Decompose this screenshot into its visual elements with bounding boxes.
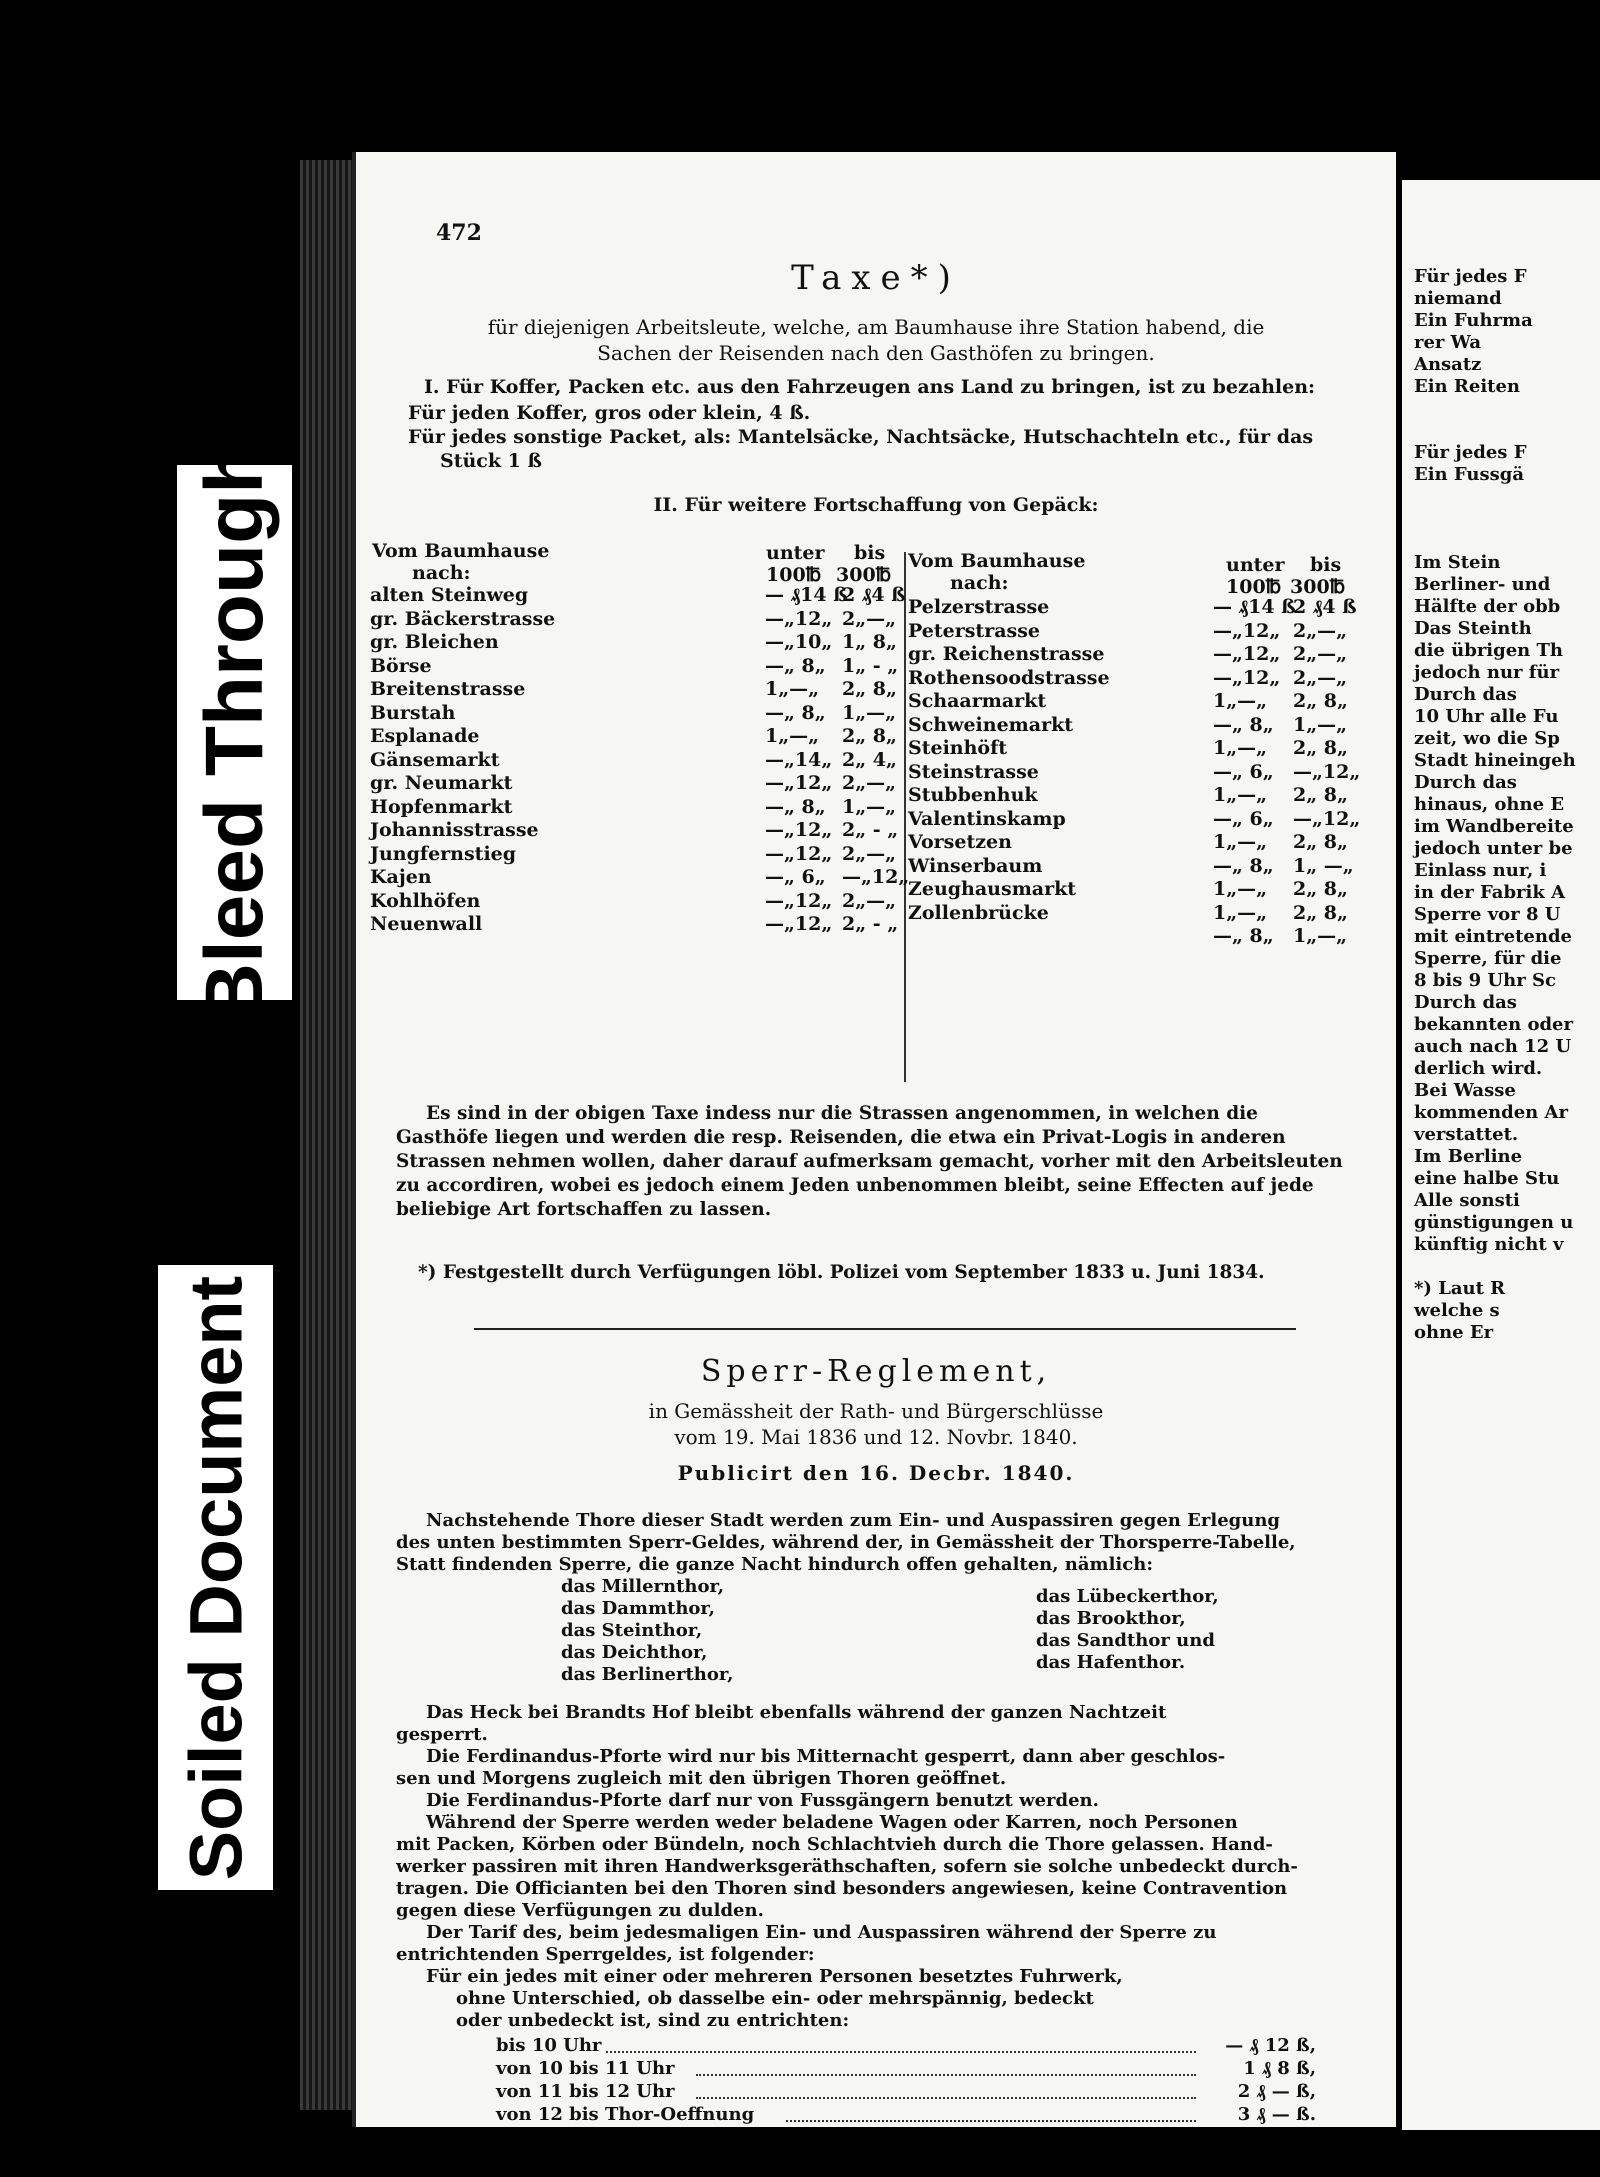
right-page-line: Bei Wasse (1414, 1080, 1516, 1101)
right-page-line (1414, 398, 1576, 420)
bis-cell: 2„ 8„ (1293, 784, 1348, 806)
intro-line: Nachstehende Thore dieser Stadt werden zum Ein- und Auspassiren gegen Erlegung (426, 1510, 1280, 1531)
place-cell: Hopfenmarkt (370, 795, 513, 818)
taxe-subtitle-1: für diejenigen Arbeitsleute, welche, am Baumhause ihre Station habend, die (487, 315, 1265, 339)
right-page-line: 8 bis 9 Uhr Sc (1414, 970, 1556, 991)
place-cell: Breitenstrasse (370, 678, 526, 700)
tariff-row (496, 2103, 1316, 2126)
place-cell: Pelzerstrasse (908, 596, 1050, 618)
right-page-line (1414, 420, 1576, 442)
right-page-line: bekannten oder (1414, 1014, 1573, 1035)
right-page-line: Berliner- und (1414, 574, 1551, 595)
col-from-right-2: nach: (950, 572, 1009, 594)
place-cell: Steinstrasse (908, 760, 1039, 783)
leader-dots (696, 2097, 1196, 2099)
bleed-through-text: Bleed Through (188, 443, 280, 1022)
place-cell: Esplanade (370, 725, 480, 747)
taxe-footnote: *) Festgestellt durch Verfügungen löbl. Polizei vom September 1833 u. Juni 1834. (418, 1262, 1265, 1283)
right-page-line: Durch das (1414, 992, 1517, 1013)
gate-item: das Berlinerthor, (561, 1664, 734, 1685)
left-page (352, 152, 1396, 2127)
bis-cell: 2 ₰4 ß (1293, 596, 1357, 618)
unter-cell: —„12„ (1213, 666, 1281, 689)
bis-cell: 2„—„ (842, 889, 897, 912)
place-cell: Schweinemarkt (908, 713, 1074, 736)
gate-item: das Hafenthor. (1036, 1652, 1186, 1673)
bis-cell: 2„ 8„ (1293, 831, 1348, 853)
col-100-left: 100℔ (766, 564, 822, 586)
gate-item: das Sandthor und (1036, 1630, 1215, 1651)
bis-cell: 1„ 8„ (842, 631, 897, 653)
table-row (370, 890, 900, 914)
gates-right (1036, 1586, 1219, 1674)
table-row (908, 855, 1378, 879)
bis-cell: 2„ 8„ (842, 725, 897, 747)
note-line: Strassen nehmen wollen, daher darauf aufmerksam gemacht, vorher mit den Arbeitsleuten (396, 1151, 1343, 1172)
gate-item: das Dammthor, (561, 1598, 715, 1619)
right-page-line: Für jedes F (1414, 442, 1527, 463)
place-cell: gr. Neumarkt (370, 772, 513, 794)
right-page-line: Das Steinth (1414, 618, 1532, 639)
col-100-right: 100℔ (1226, 576, 1282, 598)
taxe-note (396, 1102, 1343, 1222)
place-cell: Peterstrasse (908, 619, 1041, 642)
place-cell: Neuenwall (370, 913, 483, 935)
bis-cell: 2„—„ (842, 772, 897, 794)
table-row (908, 643, 1378, 667)
leader-dots (696, 2074, 1196, 2076)
right-page-line: Sperre vor 8 U (1414, 904, 1561, 925)
body-line: gesperrt. (396, 1724, 488, 1745)
body-line: gegen diese Verfügungen zu dulden. (396, 1900, 764, 1921)
body-line: mit Packen, Körben oder Bündeln, noch Schlachtvieh durch die Thore gelassen. Hand- (396, 1834, 1273, 1855)
bis-cell: 1„—„ (1293, 925, 1348, 947)
right-page-line: Durch das (1414, 772, 1517, 793)
table-row (370, 584, 906, 608)
table-row (370, 678, 900, 702)
unter-cell: —„ 6„ (1213, 807, 1274, 830)
body-line: Für ein jedes mit einer oder mehreren Personen besetztes Fuhrwerk, (426, 1966, 1123, 1987)
unter-cell: —„12„ (765, 819, 833, 841)
unter-cell: —„ 6„ (765, 866, 826, 888)
place-cell: Schaarmarkt (908, 690, 1047, 712)
place-cell: Börse (370, 654, 432, 677)
section-divider (474, 1328, 1296, 1330)
right-page-line: Durch das (1414, 684, 1517, 705)
bis-cell: 2„ 4„ (842, 748, 897, 771)
place-cell: Johannisstrasse (370, 819, 539, 841)
sperr-sub-2: vom 19. Mai 1836 und 12. Novbr. 1840. (674, 1425, 1078, 1449)
right-page-line: Ein Fuhrma (1414, 310, 1533, 331)
unter-cell: —„ 8„ (1213, 713, 1274, 736)
table-row (908, 596, 1378, 620)
bis-cell: 2„ - „ (842, 819, 899, 841)
right-page-line: derlich wird. (1414, 1058, 1543, 1079)
unter-cell: — ₰14 ß (765, 584, 848, 606)
right-page-line: verstattet. (1414, 1124, 1519, 1145)
body-line: tragen. Die Officianten bei den Thoren sind besonders angewiesen, keine Contravention (396, 1878, 1288, 1899)
unter-cell: —„ 8„ (765, 654, 826, 677)
unter-cell: 1„—„ (765, 725, 820, 747)
right-page-line: Ein Fussgä (1414, 464, 1524, 485)
unter-cell: —„ 8„ (765, 795, 826, 818)
place-cell: Vorsetzen (908, 831, 1012, 853)
place-cell: Gänsemarkt (370, 748, 500, 771)
sperr-published: Publicirt den 16. Decbr. 1840. (677, 1461, 1075, 1485)
gates-left (561, 1576, 733, 1686)
col-from-right-1: Vom Baumhause (908, 550, 1086, 572)
right-page-line (1414, 1256, 1576, 1278)
gate-item: das Steinthor, (561, 1620, 703, 1641)
right-page-line: zeit, wo die Sp (1414, 728, 1560, 749)
body-line: werker passiren mit ihren Handwerksgeräthschaften, sofern sie solche unbedeckt durch- (396, 1856, 1298, 1877)
sperr-body (396, 1702, 1298, 2032)
tariff-time: bis 10 Uhr (496, 2035, 602, 2056)
bis-cell: 2„—„ (842, 842, 897, 865)
place-cell: Burstah (370, 701, 456, 724)
col-from-left-2: nach: (412, 562, 471, 584)
intro-line: des unten bestimmten Sperr-Geldes, während der, in Gemässheit der Thorsperre-Tabelle, (396, 1532, 1296, 1553)
right-page-line: in der Fabrik A (1414, 882, 1566, 903)
right-page-line: Ansatz (1414, 354, 1482, 375)
table-row (908, 784, 1378, 808)
body-line: Die Ferdinandus-Pforte darf nur von Fussgängern benutzt werden. (426, 1790, 1099, 1811)
unter-cell: —„12„ (765, 772, 833, 794)
taxe-subtitle-2: Sachen der Reisenden nach den Gasthöfen zu bringen. (597, 341, 1155, 365)
unter-cell: 1„—„ (1213, 878, 1268, 900)
col-300-left: 300℔ (836, 564, 892, 586)
unter-cell: —„ 8„ (765, 701, 826, 724)
soiled-document-text: Soiled Document (174, 1275, 257, 1880)
taxe-title: Taxe*) (791, 258, 961, 298)
place-cell: Stubbenhuk (908, 784, 1038, 806)
right-page-line: niemand (1414, 288, 1502, 309)
sperr-intro (396, 1510, 1296, 1576)
gate-item: das Deichthor, (561, 1642, 708, 1663)
right-page-line: eine halbe Stu (1414, 1168, 1560, 1189)
sperr-title: Sperr-Reglement, (700, 1354, 1052, 1389)
unter-cell: —„14„ (765, 748, 833, 771)
bis-cell: 2„ 8„ (1293, 878, 1348, 900)
right-page-line: Im Berline (1414, 1146, 1523, 1167)
section-1-line-3: Stück 1 ß (440, 450, 542, 472)
table-row (908, 620, 1378, 644)
table-row (370, 655, 900, 679)
right-page-fragment (1402, 180, 1600, 2130)
place-cell: alten Steinweg (370, 584, 529, 606)
body-line: sen und Morgens zugleich mit den übrigen Thoren geöffnet. (396, 1768, 1007, 1789)
unter-cell: 1„—„ (1213, 784, 1268, 806)
place-cell: Kajen (370, 866, 432, 888)
col-bis-right: bis (1310, 554, 1342, 576)
place-cell: Jungfernstieg (370, 842, 517, 865)
section-2-heading: II. Für weitere Fortschaffung von Gepäck: (653, 494, 1099, 516)
unter-cell: 1„—„ (1213, 737, 1268, 759)
right-page-line: Hälfte der obb (1414, 596, 1561, 617)
body-line: oder unbedeckt ist, sind zu entrichten: (456, 2010, 850, 2031)
table-row (908, 925, 1378, 949)
place-cell: Valentinskamp (908, 807, 1066, 830)
unter-cell: —„12„ (765, 842, 833, 865)
bis-cell: 2„ 8„ (1293, 737, 1348, 759)
section-1-heading: I. Für Koffer, Packen etc. aus den Fahrzeugen ans Land zu bringen, ist zu bezahlen: (424, 376, 1316, 398)
body-line: ohne Unterschied, ob dasselbe ein- oder mehrspännig, bedeckt (456, 1988, 1094, 2009)
tariff-table-right (908, 596, 1378, 949)
section-1-line-1: Für jeden Koffer, gros oder klein, 4 ß. (408, 402, 811, 424)
right-page-line: im Wandbereite (1414, 816, 1574, 837)
table-row (370, 725, 900, 749)
tariff-price: 2 ₰ — ß, (1237, 2081, 1316, 2102)
tariff-time: von 12 bis Thor-Oeffnung (496, 2104, 755, 2125)
bis-cell: 2„—„ (842, 607, 897, 630)
bleed-through-label (177, 443, 292, 1022)
tariff-row (496, 2080, 1316, 2103)
place-cell: gr. Bäckerstrasse (370, 607, 556, 630)
right-page-line: auch nach 12 U (1414, 1036, 1572, 1057)
col-300-right: 300℔ (1290, 576, 1346, 598)
right-page-line: hinaus, ohne E (1414, 794, 1565, 815)
unter-cell: 1„—„ (765, 678, 820, 700)
bis-cell: 2„ 8„ (1293, 690, 1348, 712)
bis-cell: 2„—„ (1293, 619, 1348, 642)
bis-cell: 1„—„ (842, 795, 897, 818)
gate-item: das Millernthor, (561, 1576, 724, 1597)
right-page-line: 10 Uhr alle Fu (1414, 706, 1559, 727)
tariff-table-left (370, 584, 910, 937)
table-row (370, 749, 900, 773)
unter-cell: 1„—„ (1213, 690, 1268, 712)
place-cell: Steinhöft (908, 737, 1008, 759)
body-line: Die Ferdinandus-Pforte wird nur bis Mitternacht gesperrt, dann aber geschlos- (426, 1746, 1226, 1767)
table-row (908, 831, 1378, 855)
table-row (370, 702, 900, 726)
bis-cell: 2 ₰4 ß (842, 584, 906, 606)
unter-cell: —„10„ (765, 631, 833, 653)
place-cell: gr. Bleichen (370, 631, 499, 653)
table-row (908, 714, 1378, 738)
unter-cell: 1„—„ (1213, 901, 1268, 924)
table-row (908, 761, 1378, 785)
place-cell: Zollenbrücke (908, 901, 1049, 924)
bis-cell: —„12„ (842, 866, 910, 888)
right-page-line: *) Laut R (1414, 1278, 1506, 1299)
table-row (370, 796, 900, 820)
leader-dots (606, 2051, 1196, 2053)
body-line: Während der Sperre werden weder beladene Wagen oder Karren, noch Personen (426, 1812, 1238, 1833)
col-bis-left: bis (854, 542, 886, 564)
right-page-line: Ein Reiten (1414, 376, 1521, 397)
col-unter-left: unter (766, 542, 825, 564)
bis-cell: 2„—„ (1293, 666, 1348, 689)
bis-cell: 2„ 8„ (1293, 901, 1348, 924)
tariff-row (496, 2034, 1316, 2057)
unter-cell: —„ 8„ (1213, 854, 1274, 877)
right-page-line: jedoch unter be (1414, 838, 1573, 859)
bis-cell: 2„—„ (1293, 643, 1348, 665)
col-unter-right: unter (1226, 554, 1285, 576)
table-row (908, 690, 1378, 714)
sperr-tariff (496, 2034, 1316, 2126)
body-line: Der Tarif des, beim jedesmaligen Ein- und Auspassiren während der Sperre zu (426, 1922, 1217, 1943)
unter-cell: — ₰14 ß (1213, 596, 1296, 618)
bis-cell: 2„ 8„ (842, 678, 897, 700)
book-edge (300, 160, 358, 2110)
bis-cell: 1„ - „ (842, 654, 899, 677)
intro-line: Statt findenden Sperre, die ganze Nacht hindurch offen gehalten, nämlich: (396, 1554, 1153, 1575)
tariff-time: von 10 bis 11 Uhr (496, 2058, 675, 2079)
right-page-text (1414, 266, 1576, 1344)
tariff-price: — ₰ 12 ß, (1225, 2035, 1316, 2056)
col-from-left-1: Vom Baumhause (372, 540, 550, 562)
table-row (908, 808, 1378, 832)
right-page-line: kommenden Ar (1414, 1102, 1568, 1123)
table-row (908, 902, 1378, 926)
table-row (370, 608, 900, 632)
unter-cell: —„12„ (765, 889, 833, 912)
tariff-row (496, 2057, 1316, 2080)
bis-cell: 1„—„ (842, 701, 897, 724)
right-page-line: Für jedes F (1414, 266, 1527, 287)
body-line: entrichtenden Sperrgeldes, ist folgender: (396, 1944, 815, 1965)
unter-cell: —„12„ (765, 607, 833, 630)
note-line: Gasthöfe liegen und werden die resp. Reisenden, die etwa ein Privat-Logis in anderen (396, 1127, 1286, 1148)
note-line: Es sind in der obigen Taxe indess nur die Strassen angenommen, in welchen die (426, 1103, 1258, 1124)
unter-cell: —„ 6„ (1213, 760, 1274, 783)
table-row (908, 737, 1378, 761)
sperr-sub-1: in Gemässheit der Rath- und Bürgerschlüsse (648, 1399, 1104, 1423)
table-row (908, 878, 1378, 902)
table-divider (904, 552, 906, 1082)
right-page-line: rer Wa (1414, 332, 1481, 353)
table-row (370, 913, 900, 937)
gate-item: das Lübeckerthor, (1036, 1586, 1219, 1607)
right-page-line: ohne Er (1414, 1322, 1494, 1343)
leader-dots (786, 2120, 1196, 2122)
bis-cell: —„12„ (1293, 807, 1361, 830)
right-page-line: jedoch nur für (1414, 662, 1560, 683)
place-cell: Rothensoodstrasse (908, 666, 1110, 689)
place-cell: gr. Reichenstrasse (908, 643, 1105, 665)
place-cell: Zeughausmarkt (908, 878, 1077, 900)
note-line: zu accordiren, wobei es jedoch einem Jeden unbenommen bleibt, seine Effecten auf jede (396, 1175, 1314, 1196)
table-row (370, 866, 910, 890)
unter-cell: —„12„ (765, 913, 833, 935)
right-page-line: Stadt hineingeh (1414, 750, 1576, 771)
table-row (370, 819, 900, 843)
table-row (908, 667, 1378, 691)
tariff-price: 1 ₰ 8 ß, (1243, 2058, 1316, 2079)
bis-cell: 1„—„ (1293, 713, 1348, 736)
table-row (370, 843, 900, 867)
note-line: beliebige Art fortschaffen zu lassen. (396, 1199, 772, 1220)
right-page-line: Im Stein (1414, 552, 1501, 573)
page-number: 472 (436, 220, 482, 246)
bis-cell: 2„ - „ (842, 913, 899, 935)
tariff-price: 3 ₰ — ß. (1237, 2104, 1316, 2125)
right-page-line: künftig nicht v (1414, 1234, 1564, 1255)
right-page-line (1414, 486, 1576, 508)
unter-cell: 1„—„ (1213, 831, 1268, 853)
right-page-line (1414, 530, 1576, 552)
place-cell: Winserbaum (908, 854, 1043, 877)
tariff-time: von 11 bis 12 Uhr (496, 2081, 675, 2102)
right-page-line: Einlass nur, i (1414, 860, 1547, 881)
unter-cell: —„12„ (1213, 619, 1281, 642)
right-page-line (1414, 508, 1576, 530)
bis-cell: 1„ —„ (1293, 854, 1354, 877)
gate-item: das Brookthor, (1036, 1608, 1186, 1629)
right-page-line: die übrigen Th (1414, 640, 1564, 661)
table-row (370, 631, 900, 655)
body-line: Das Heck bei Brandts Hof bleibt ebenfalls während der ganzen Nachtzeit (426, 1702, 1167, 1723)
section-1-line-2: Für jedes sonstige Packet, als: Mantelsäcke, Nachtsäcke, Hutschachteln etc., für das (408, 426, 1314, 448)
right-page-line: mit eintretende (1414, 926, 1572, 947)
table-row (370, 772, 900, 796)
right-page-line: günstigungen u (1414, 1212, 1574, 1233)
soiled-document-label (158, 1265, 273, 1890)
unter-cell: —„ 8„ (1213, 925, 1274, 947)
place-cell: Kohlhöfen (370, 889, 481, 912)
right-page-line: Alle sonsti (1414, 1190, 1520, 1211)
right-page-line: Sperre, für die (1414, 948, 1562, 969)
bis-cell: —„12„ (1293, 760, 1361, 783)
right-page-line: welche s (1414, 1300, 1500, 1321)
unter-cell: —„12„ (1213, 643, 1281, 665)
